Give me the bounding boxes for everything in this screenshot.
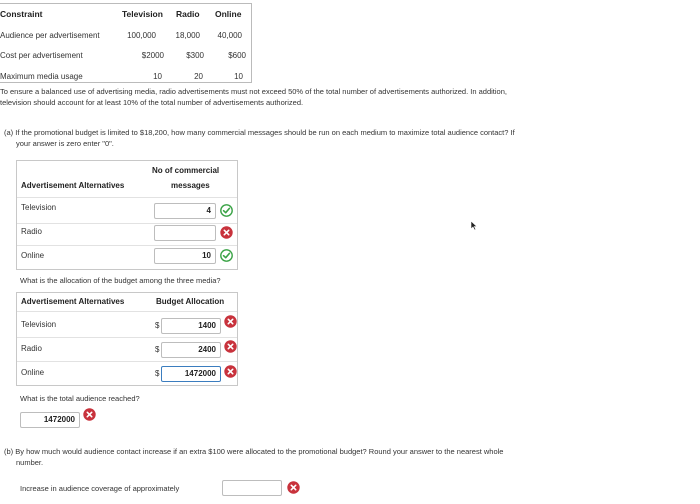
allocation-panel	[16, 292, 238, 386]
intro-line-2: television should account for at least 10% of the total number of advertisements authorized.	[0, 98, 304, 107]
audience-question: What is the total audience reached?	[20, 394, 140, 403]
radio-header: Radio	[176, 9, 200, 19]
constraint-header: Constraint	[0, 9, 43, 19]
part-a-line-2: your answer is zero enter "0".	[16, 139, 114, 148]
row-audience-television: 100,000	[127, 31, 156, 40]
increase-input[interactable]	[222, 480, 282, 496]
radio-budget-input[interactable]: 2400	[161, 342, 221, 358]
row-audience-label: Audience per advertisement	[0, 31, 100, 40]
television-messages-input[interactable]: 4	[154, 203, 216, 219]
currency-symbol: $	[155, 345, 160, 354]
row-max-online: 10	[234, 72, 243, 81]
part-b-line-1: (b) By how much would audience contact increase if an extra $100 were allocated to the promotional budget? Round your answer to the nearest whole	[4, 447, 504, 456]
row-audience-online: 40,000	[217, 31, 242, 40]
row-max-television: 10	[153, 72, 162, 81]
radio-messages-input[interactable]	[154, 225, 216, 241]
currency-symbol: $	[155, 321, 160, 330]
allocation-row-online-label: Online	[21, 368, 45, 377]
television-budget-input[interactable]: 1400	[161, 318, 221, 334]
messages-row-radio-label: Radio	[21, 227, 42, 236]
check-icon	[220, 249, 233, 262]
total-audience-input[interactable]: 1472000	[20, 412, 80, 428]
online-budget-input[interactable]: 1472000	[161, 366, 221, 382]
x-icon	[224, 365, 237, 378]
messages-row-television-label: Television	[21, 203, 57, 212]
x-icon	[220, 226, 233, 239]
row-max-radio: 20	[194, 72, 203, 81]
row-max-label: Maximum media usage	[0, 72, 83, 81]
currency-symbol: $	[155, 369, 160, 378]
x-icon	[224, 340, 237, 353]
increase-label: Increase in audience coverage of approximately	[20, 484, 180, 493]
x-icon	[224, 315, 237, 328]
allocation-row-radio-label: Radio	[21, 344, 42, 353]
online-header: Online	[215, 9, 242, 19]
row-cost-radio: $300	[186, 51, 204, 60]
allocation-col2-header: Budget Allocation	[156, 297, 225, 306]
messages-row-online-label: Online	[21, 251, 45, 260]
allocation-row-television-label: Television	[21, 320, 57, 329]
messages-col2-header-line2: messages	[171, 181, 210, 190]
row-cost-online: $600	[228, 51, 246, 60]
television-header: Television	[122, 9, 163, 19]
x-icon	[287, 481, 300, 494]
part-b-line-2: number.	[16, 458, 44, 467]
part-b-question	[4, 446, 503, 468]
allocation-question: What is the allocation of the budget among the three media?	[20, 276, 221, 285]
online-messages-input[interactable]: 10	[154, 248, 216, 264]
messages-col2-header-line1: No of commercial	[152, 166, 220, 175]
constraint-table	[0, 3, 252, 83]
row-cost-label: Cost per advertisement	[0, 51, 83, 60]
row-audience-radio: 18,000	[175, 31, 200, 40]
mouse-pointer-icon	[470, 220, 478, 233]
messages-panel	[16, 160, 238, 270]
intro-paragraph	[0, 86, 507, 108]
row-cost-television: $2000	[141, 51, 164, 60]
part-a-question	[4, 127, 515, 149]
part-a-line-1: (a) If the promotional budget is limited to $18,200, how many commercial messages should be run on each medium to maximize total audience contact? If	[4, 128, 515, 137]
messages-col1-header: Advertisement Alternatives	[21, 181, 125, 190]
check-icon	[220, 204, 233, 217]
x-icon	[83, 408, 96, 421]
allocation-col1-header: Advertisement Alternatives	[21, 297, 125, 306]
intro-line-1: To ensure a balanced use of advertising media, radio advertisements must not exceed 50% of the total number of advertisements authorized. In addition,	[0, 87, 507, 96]
